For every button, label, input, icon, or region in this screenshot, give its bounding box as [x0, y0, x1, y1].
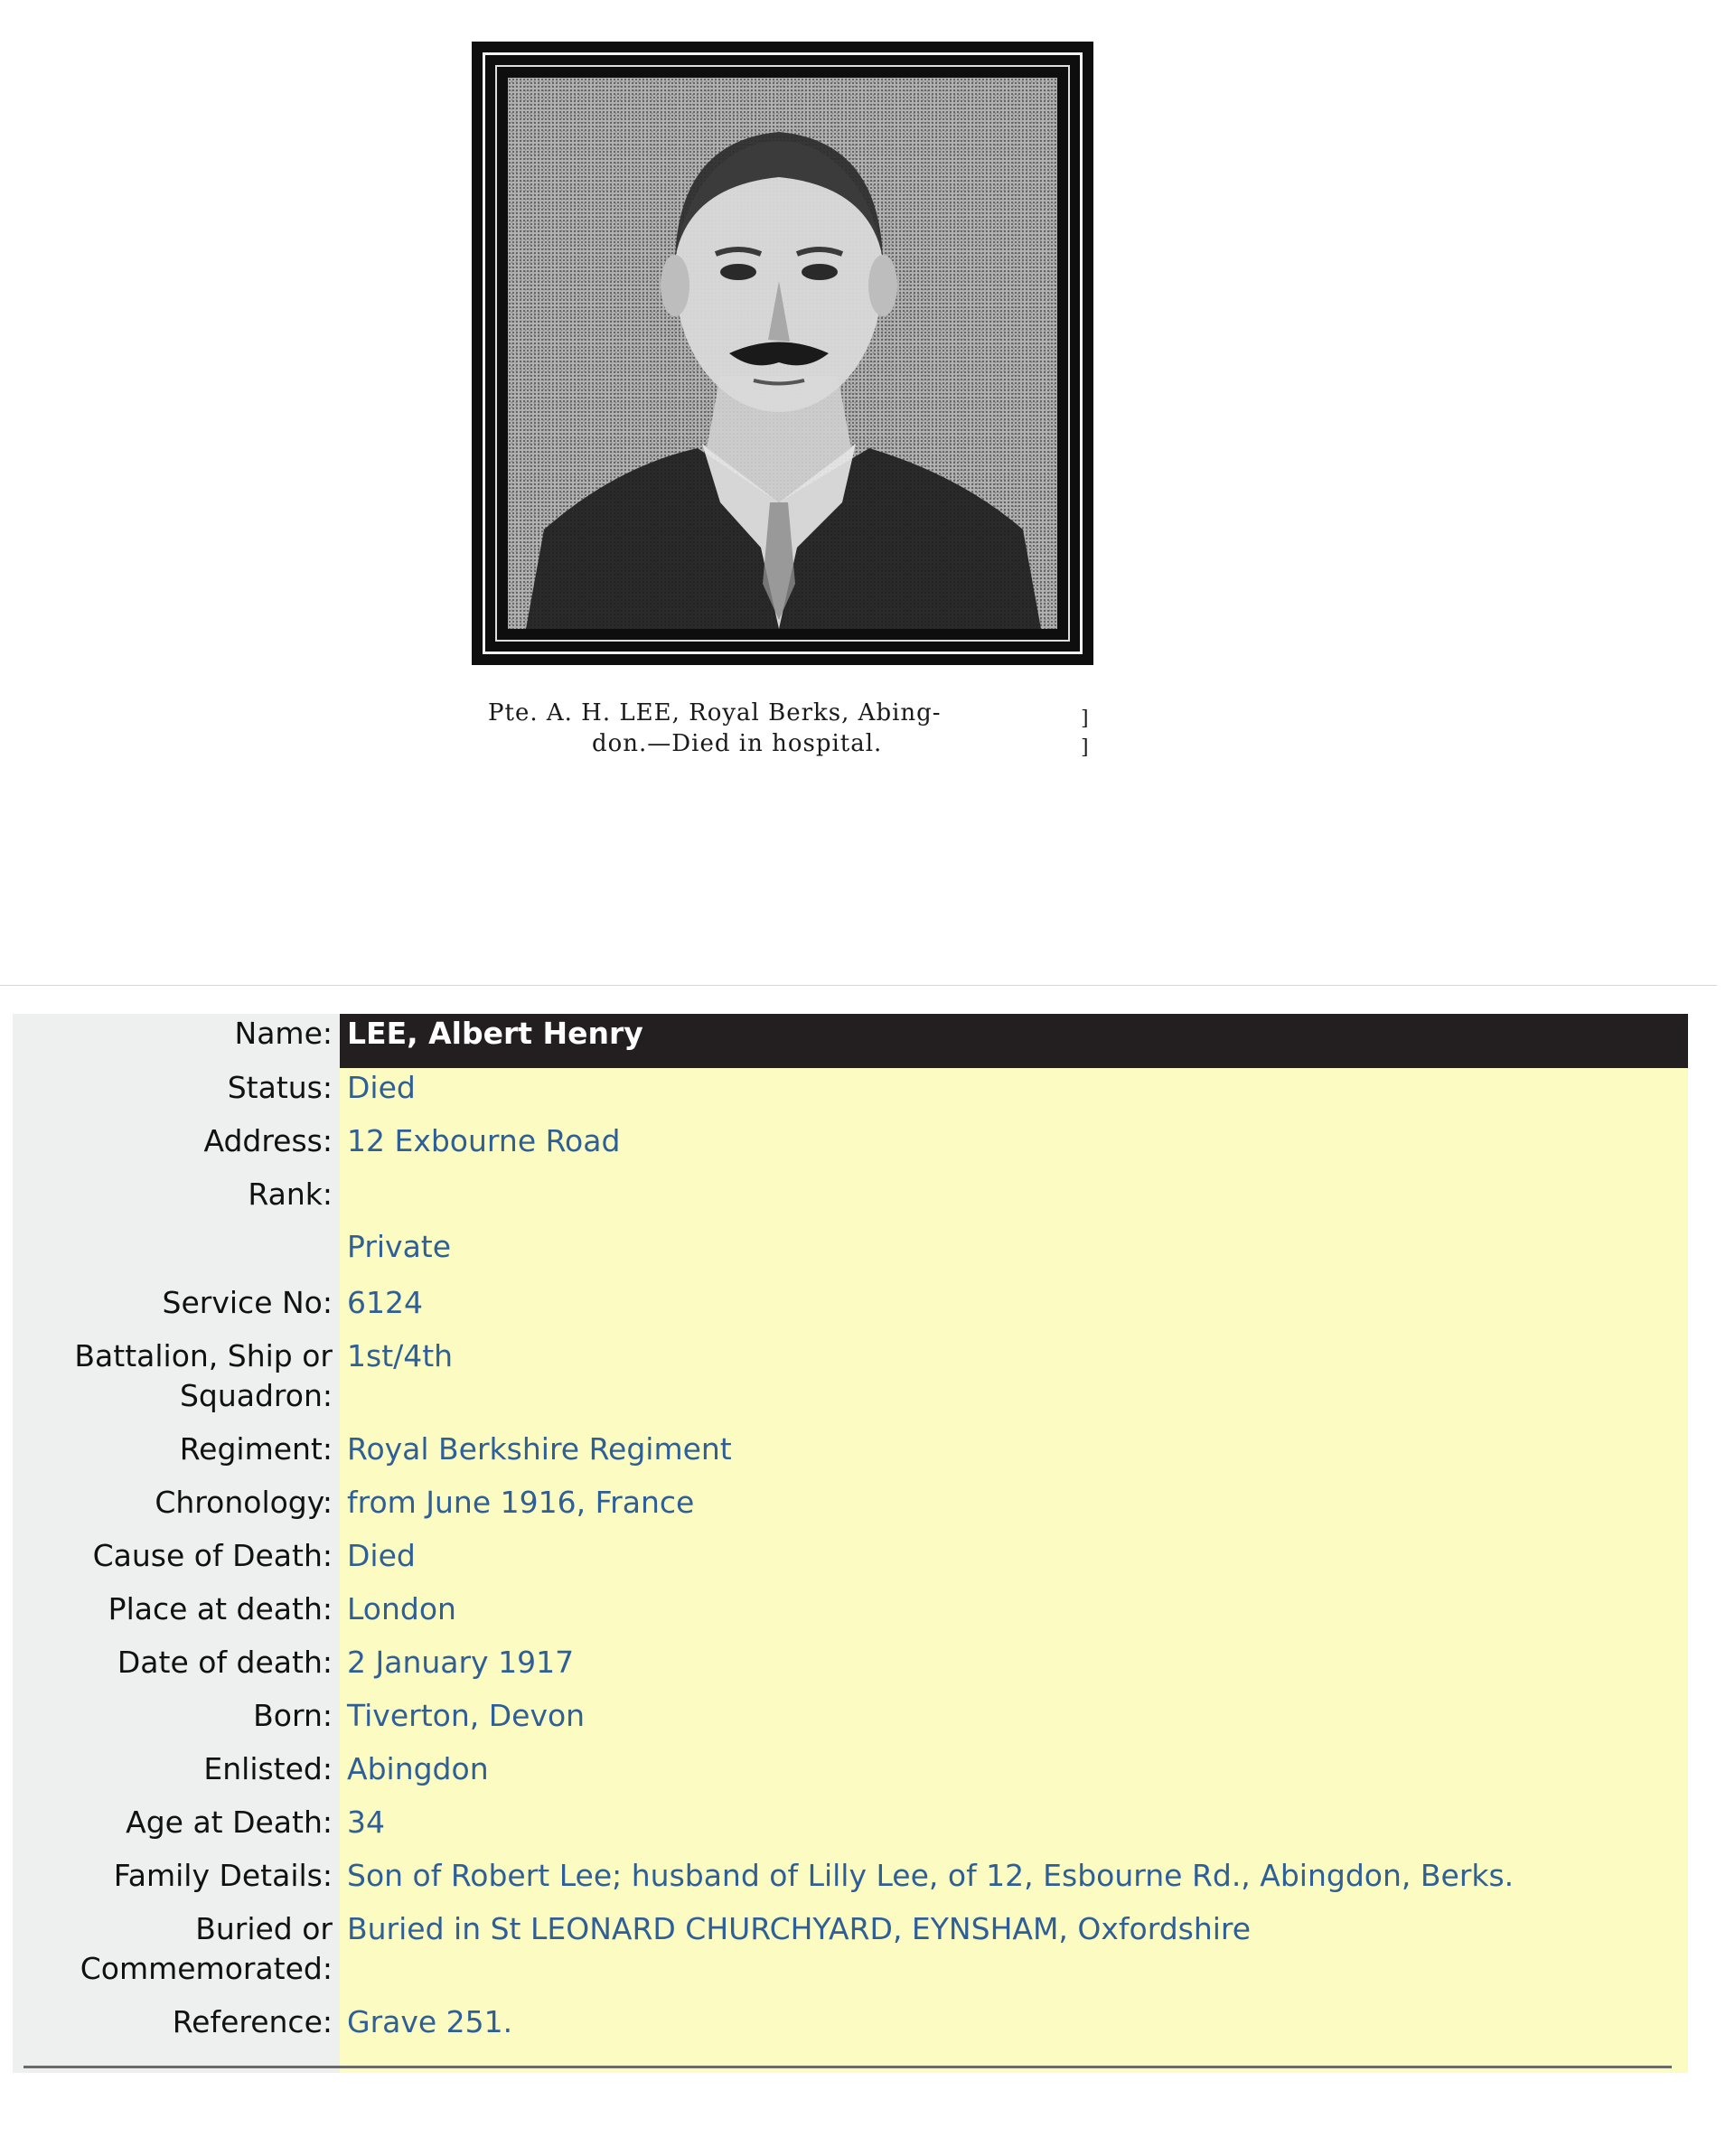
- label-service-no: Service No:: [13, 1283, 340, 1336]
- label-born: Born:: [13, 1696, 340, 1749]
- value-reference: Grave 251.: [340, 2002, 1688, 2073]
- row-service-no: [13, 1283, 1688, 1336]
- label-family-details: Family Details:: [13, 1856, 340, 1909]
- row-status: [13, 1068, 1688, 1121]
- label-battalion-line-2: Squadron:: [179, 1378, 333, 1413]
- row-date-of-death: [13, 1643, 1688, 1696]
- label-regiment: Regiment:: [13, 1430, 340, 1483]
- row-regiment: [13, 1430, 1688, 1483]
- label-battalion: [13, 1336, 340, 1430]
- caption-line-2: don.—Died in hospital.: [592, 730, 883, 757]
- value-status: Died: [340, 1068, 1688, 1121]
- row-rank: [13, 1175, 1688, 1283]
- bracket-top: ]: [1081, 708, 1089, 730]
- value-regiment: Royal Berkshire Regiment: [340, 1430, 1688, 1483]
- label-address: Address:: [13, 1121, 340, 1175]
- row-buried: [13, 1909, 1688, 2002]
- photo-caption: [488, 698, 1066, 759]
- value-buried: Buried in St LEONARD CHURCHYARD, EYNSHAM, Oxfordshire: [340, 1909, 1688, 2002]
- value-name: LEE, Albert Henry: [340, 1014, 1688, 1068]
- label-reference: Reference:: [13, 2002, 340, 2073]
- label-name: Name:: [13, 1014, 340, 1068]
- row-place-at-death: [13, 1589, 1688, 1643]
- bracket-bottom: ]: [1081, 736, 1089, 759]
- caption-brackets: [1081, 705, 1089, 763]
- value-rank: Private: [340, 1175, 1688, 1283]
- label-age-at-death: Age at Death:: [13, 1803, 340, 1856]
- value-chronology: from June 1916, France: [340, 1483, 1688, 1536]
- label-place-at-death: Place at death:: [13, 1589, 340, 1643]
- top-divider: [0, 985, 1717, 986]
- label-cause-of-death: Cause of Death:: [13, 1536, 340, 1589]
- label-battalion-line-1: Battalion, Ship or: [74, 1338, 333, 1373]
- label-chronology: Chronology:: [13, 1483, 340, 1536]
- portrait-photo: [472, 42, 1093, 665]
- row-battalion: [13, 1336, 1688, 1430]
- value-address: 12 Exbourne Road: [340, 1121, 1688, 1175]
- value-place-at-death: London: [340, 1589, 1688, 1643]
- value-age-at-death: 34: [340, 1803, 1688, 1856]
- value-family-details: Son of Robert Lee; husband of Lilly Lee, of 12, Esbourne Rd., Abingdon, Berks.: [340, 1856, 1688, 1909]
- value-date-of-death: 2 January 1917: [340, 1643, 1688, 1696]
- label-buried-line-1: Buried or: [195, 1911, 333, 1946]
- service-record-table: [13, 1014, 1688, 2073]
- row-name: [13, 1014, 1688, 1068]
- row-cause-of-death: [13, 1536, 1688, 1589]
- row-reference: [13, 2002, 1688, 2073]
- label-enlisted: Enlisted:: [13, 1749, 340, 1803]
- label-buried-line-2: Commemorated:: [80, 1951, 333, 1986]
- value-battalion: 1st/4th: [340, 1336, 1688, 1430]
- bottom-divider: [23, 2066, 1672, 2068]
- row-chronology: [13, 1483, 1688, 1536]
- caption-line-1: Pte. A. H. LEE, Royal Berks, Abing-: [488, 699, 942, 726]
- row-age-at-death: [13, 1803, 1688, 1856]
- row-enlisted: [13, 1749, 1688, 1803]
- portrait-halftone: [508, 78, 1057, 629]
- value-enlisted: Abingdon: [340, 1749, 1688, 1803]
- value-service-no: 6124: [340, 1283, 1688, 1336]
- label-status: Status:: [13, 1068, 340, 1121]
- value-cause-of-death: Died: [340, 1536, 1688, 1589]
- label-date-of-death: Date of death:: [13, 1643, 340, 1696]
- row-address: [13, 1121, 1688, 1175]
- label-rank: Rank:: [13, 1175, 340, 1283]
- row-born: [13, 1696, 1688, 1749]
- value-born: Tiverton, Devon: [340, 1696, 1688, 1749]
- row-family-details: [13, 1856, 1688, 1909]
- label-buried: [13, 1909, 340, 2002]
- portrait-figure: [508, 78, 1057, 629]
